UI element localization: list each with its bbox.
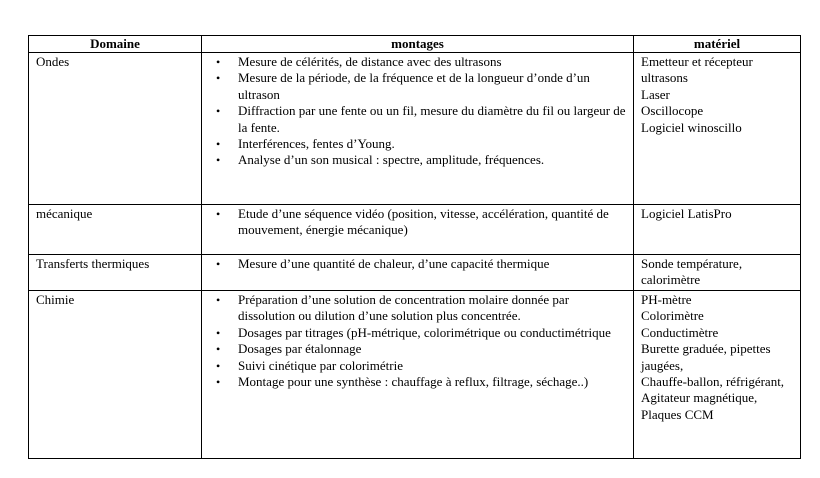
domaine-cell: Ondes (29, 53, 202, 205)
list-item: • Analyse d’un son musical : spectre, amplitude, fréquences. (202, 152, 633, 168)
montages-list (202, 206, 633, 239)
list-item: • Préparation d’une solution de concentration molaire donnée par dissolution ou dilution d’une solution plus concentrée. (202, 292, 633, 325)
materiel-item: Chauffe-ballon, réfrigérant, (641, 374, 785, 390)
list-item: • Mesure de la période, de la fréquence et de la longueur d’onde d’un ultrason (202, 70, 633, 103)
list-item: • Suivi cinétique par colorimétrie (202, 358, 633, 374)
domaine-cell: Transferts thermiques (29, 255, 202, 291)
header-montages: montages (202, 36, 634, 53)
table-row (29, 53, 801, 205)
table-header-row (29, 36, 801, 53)
list-item: • Diffraction par une fente ou un fil, mesure du diamètre du fil ou largeur de la fente. (202, 103, 633, 136)
montages-list (202, 256, 633, 272)
materiel-item: Oscillocope (641, 103, 704, 119)
domaine-cell: Chimie (29, 291, 202, 459)
montages-cell (202, 291, 634, 459)
materiel-item: Agitateur magnétique, (641, 390, 758, 406)
list-item: • Etude d’une séquence vidéo (position, vitesse, accélération, quantité de mouvement, énergie mécanique) (202, 206, 633, 239)
montages-list (202, 54, 633, 169)
list-item: • Mesure d’une quantité de chaleur, d’une capacité thermique (202, 256, 633, 272)
domaine-cell: mécanique (29, 205, 202, 255)
table-row (29, 291, 801, 459)
materiel-item: Colorimètre (641, 308, 704, 324)
list-item: • Mesure de célérités, de distance avec des ultrasons (202, 54, 633, 70)
montages-list (202, 292, 633, 390)
list-item: • Interférences, fentes d’Young. (202, 136, 633, 152)
materiel-item: Laser (641, 86, 670, 102)
materiel-cell (634, 291, 801, 459)
header-materiel: matériel (634, 36, 801, 53)
montages-cell (202, 53, 634, 205)
materiel-item: PH-mètre (641, 292, 692, 307)
activities-table (28, 35, 801, 459)
materiel-item: Sonde température, calorimètre (641, 256, 743, 288)
document-page (28, 35, 801, 459)
list-item: • Dosages par titrages (pH-métrique, colorimétrique ou conductimétrique (202, 325, 633, 341)
table-row (29, 255, 801, 291)
materiel-item: Logiciel LatisPro (641, 206, 732, 221)
list-item: • Montage pour une synthèse : chauffage à reflux, filtrage, séchage..) (202, 374, 633, 390)
table-row (29, 205, 801, 255)
materiel-item: Conductimètre (641, 324, 719, 340)
materiel-cell (634, 255, 801, 291)
list-item: • Dosages par étalonnage (202, 341, 633, 357)
montages-cell (202, 205, 634, 255)
materiel-item: Plaques CCM (641, 406, 714, 422)
header-domaine: Domaine (29, 36, 202, 53)
materiel-item: Emetteur et récepteur ultrasons (641, 54, 753, 86)
materiel-item: Burette graduée, pipettes jaugées, (641, 341, 771, 373)
materiel-cell (634, 53, 801, 205)
materiel-item: Logiciel winoscillo (641, 119, 742, 135)
montages-cell (202, 255, 634, 291)
materiel-cell (634, 205, 801, 255)
